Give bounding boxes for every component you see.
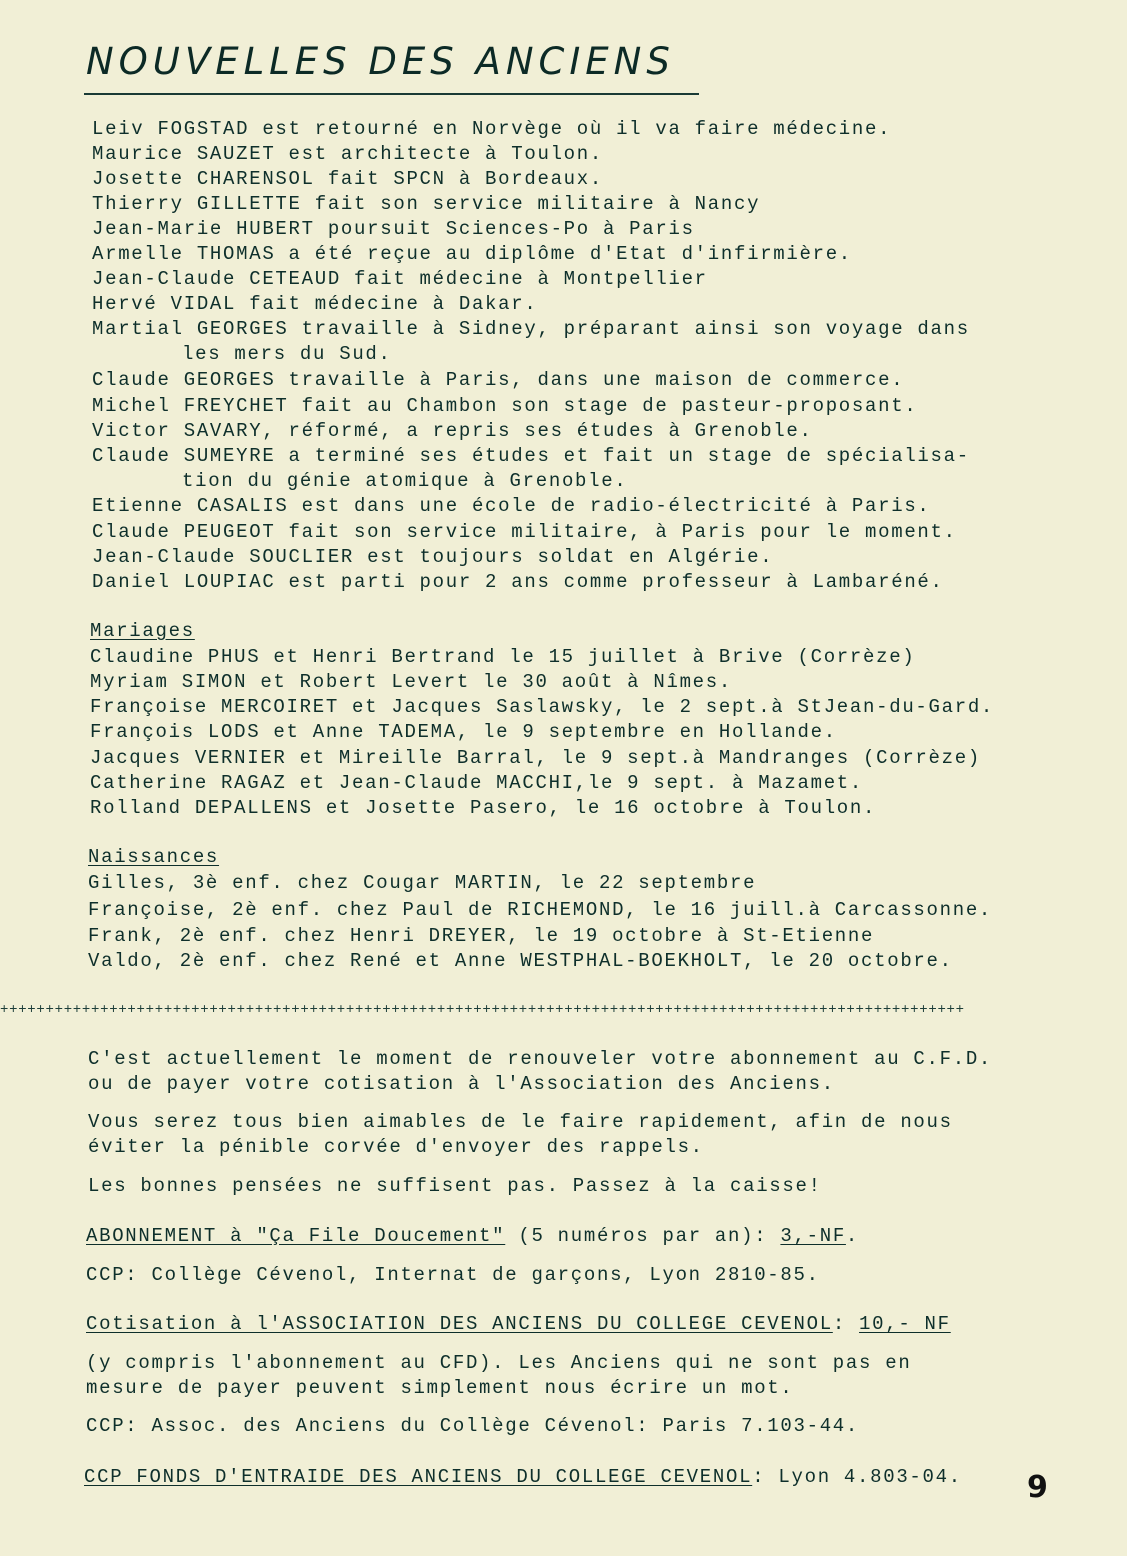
fonds-label: CCP FONDS D'ENTRAIDE DES ANCIENS DU COLLEGE CEVENOL — [84, 1466, 753, 1488]
plus-separator: ++++++++++++++++++++++++++++++++++++++++++++++++++++++++++++++++++++++++++++++++++++++++++++++++++++++++++ — [0, 1002, 965, 1018]
naissance-item: Françoise, 2è enf. chez Paul de RICHEMOND, le 16 juill.à Carcassonne. — [88, 899, 993, 921]
news-item: Etienne CASALIS est dans une école de radio-électricité à Paris. — [92, 495, 931, 517]
renewal-text: Les bonnes pensées ne suffisent pas. Passez à la caisse! — [88, 1175, 822, 1197]
abonnement-detail: (5 numéros par an): — [505, 1225, 781, 1247]
abonnement-end: . — [845, 1225, 860, 1247]
abonnement-ccp: CCP: Collège Cévenol, Internat de garçons, Lyon 2810-85. — [86, 1264, 820, 1286]
news-item: Claude GEORGES travaille à Paris, dans une maison de commerce. — [92, 369, 905, 391]
cotisation-line — [86, 1313, 951, 1335]
page-number: 9 — [1027, 1470, 1048, 1505]
news-item: Claude SUMEYRE a terminé ses études et fait un stage de spécialisa- — [92, 445, 970, 467]
news-item: Armelle THOMAS a été reçue au diplôme d'Etat d'infirmière. — [92, 243, 852, 265]
cotisation-colon: : — [832, 1313, 860, 1335]
renewal-text: Vous serez tous bien aimables de le faire rapidement, afin de nous — [88, 1111, 953, 1133]
cotisation-note: mesure de payer peuvent simplement nous écrire un mot. — [86, 1377, 794, 1399]
cotisation-price: 10,- NF — [859, 1313, 951, 1335]
news-item-continuation: tion du génie atomique à Grenoble. — [182, 470, 628, 492]
news-item: Victor SAVARY, réformé, a repris ses études à Grenoble. — [92, 420, 813, 442]
abonnement-line — [86, 1225, 859, 1247]
news-item: Leiv FOGSTAD est retourné en Norvège où il va faire médecine. — [92, 118, 892, 140]
naissance-item: Valdo, 2è enf. chez René et Anne WESTPHAL-BOEKHOLT, le 20 octobre. — [88, 950, 953, 972]
mariage-item: Catherine RAGAZ et Jean-Claude MACCHI,le 9 sept. à Mazamet. — [90, 772, 864, 794]
renewal-text: ou de payer votre cotisation à l'Association des Anciens. — [88, 1073, 835, 1095]
news-item: Claude PEUGEOT fait son service militaire, à Paris pour le moment. — [92, 521, 957, 543]
news-item: Hervé VIDAL fait médecine à Dakar. — [92, 293, 538, 315]
mariage-item: François LODS et Anne TADEMA, le 9 septembre en Hollande. — [90, 721, 837, 743]
abonnement-price: 3,-NF — [780, 1225, 846, 1247]
news-item: Maurice SAUZET est architecte à Toulon. — [92, 143, 603, 165]
news-item: Jean-Claude SOUCLIER est toujours soldat en Algérie. — [92, 546, 774, 568]
mariage-item: Myriam SIMON et Robert Levert le 30 août à Nîmes. — [90, 671, 732, 693]
naissance-item: Gilles, 3è enf. chez Cougar MARTIN, le 22 septembre — [88, 872, 757, 894]
renewal-text: C'est actuellement le moment de renouveler votre abonnement au C.F.D. — [88, 1048, 993, 1070]
abonnement-label: ABONNEMENT à "Ça File Doucement" — [86, 1225, 506, 1247]
news-item: Jean-Claude CETEAUD fait médecine à Montpellier — [92, 268, 708, 290]
page-title: NOUVELLES DES ANCIENS — [86, 40, 675, 83]
news-item: Daniel LOUPIAC est parti pour 2 ans comme professeur à Lambaréné. — [92, 571, 944, 593]
mariage-item: Jacques VERNIER et Mireille Barral, le 9 sept.à Mandranges (Corrèze) — [90, 747, 981, 769]
news-item: Jean-Marie HUBERT poursuit Sciences-Po à Paris — [92, 218, 695, 240]
mariages-heading: Mariages — [90, 620, 195, 642]
mariage-item: Claudine PHUS et Henri Bertrand le 15 juillet à Brive (Corrèze) — [90, 646, 916, 668]
mariage-item: Françoise MERCOIRET et Jacques Saslawsky, le 2 sept.à StJean-du-Gard. — [90, 696, 995, 718]
renewal-text: éviter la pénible corvée d'envoyer des rappels. — [88, 1136, 704, 1158]
news-item-continuation: les mers du Sud. — [182, 343, 392, 365]
mariage-item: Rolland DEPALLENS et Josette Pasero, le 16 octobre à Toulon. — [90, 797, 877, 819]
news-item: Martial GEORGES travaille à Sidney, préparant ainsi son voyage dans — [92, 318, 970, 340]
fonds-line — [84, 1466, 962, 1488]
cotisation-label: Cotisation à l'ASSOCIATION DES ANCIENS DU COLLEGE CEVENOL — [86, 1313, 833, 1335]
title-underline — [84, 93, 699, 95]
fonds-rest: : Lyon 4.803-04. — [752, 1466, 962, 1488]
news-item: Thierry GILLETTE fait son service militaire à Nancy — [92, 193, 761, 215]
news-item: Michel FREYCHET fait au Chambon son stage de pasteur-proposant. — [92, 395, 918, 417]
naissances-heading: Naissances — [88, 846, 220, 868]
naissance-item: Frank, 2è enf. chez Henri DREYER, le 19 octobre à St-Etienne — [88, 925, 875, 947]
cotisation-ccp: CCP: Assoc. des Anciens du Collège Cévenol: Paris 7.103-44. — [86, 1415, 860, 1437]
cotisation-note: (y compris l'abonnement au CFD). Les Anciens qui ne sont pas en — [86, 1352, 912, 1374]
news-item: Josette CHARENSOL fait SPCN à Bordeaux. — [92, 168, 603, 190]
